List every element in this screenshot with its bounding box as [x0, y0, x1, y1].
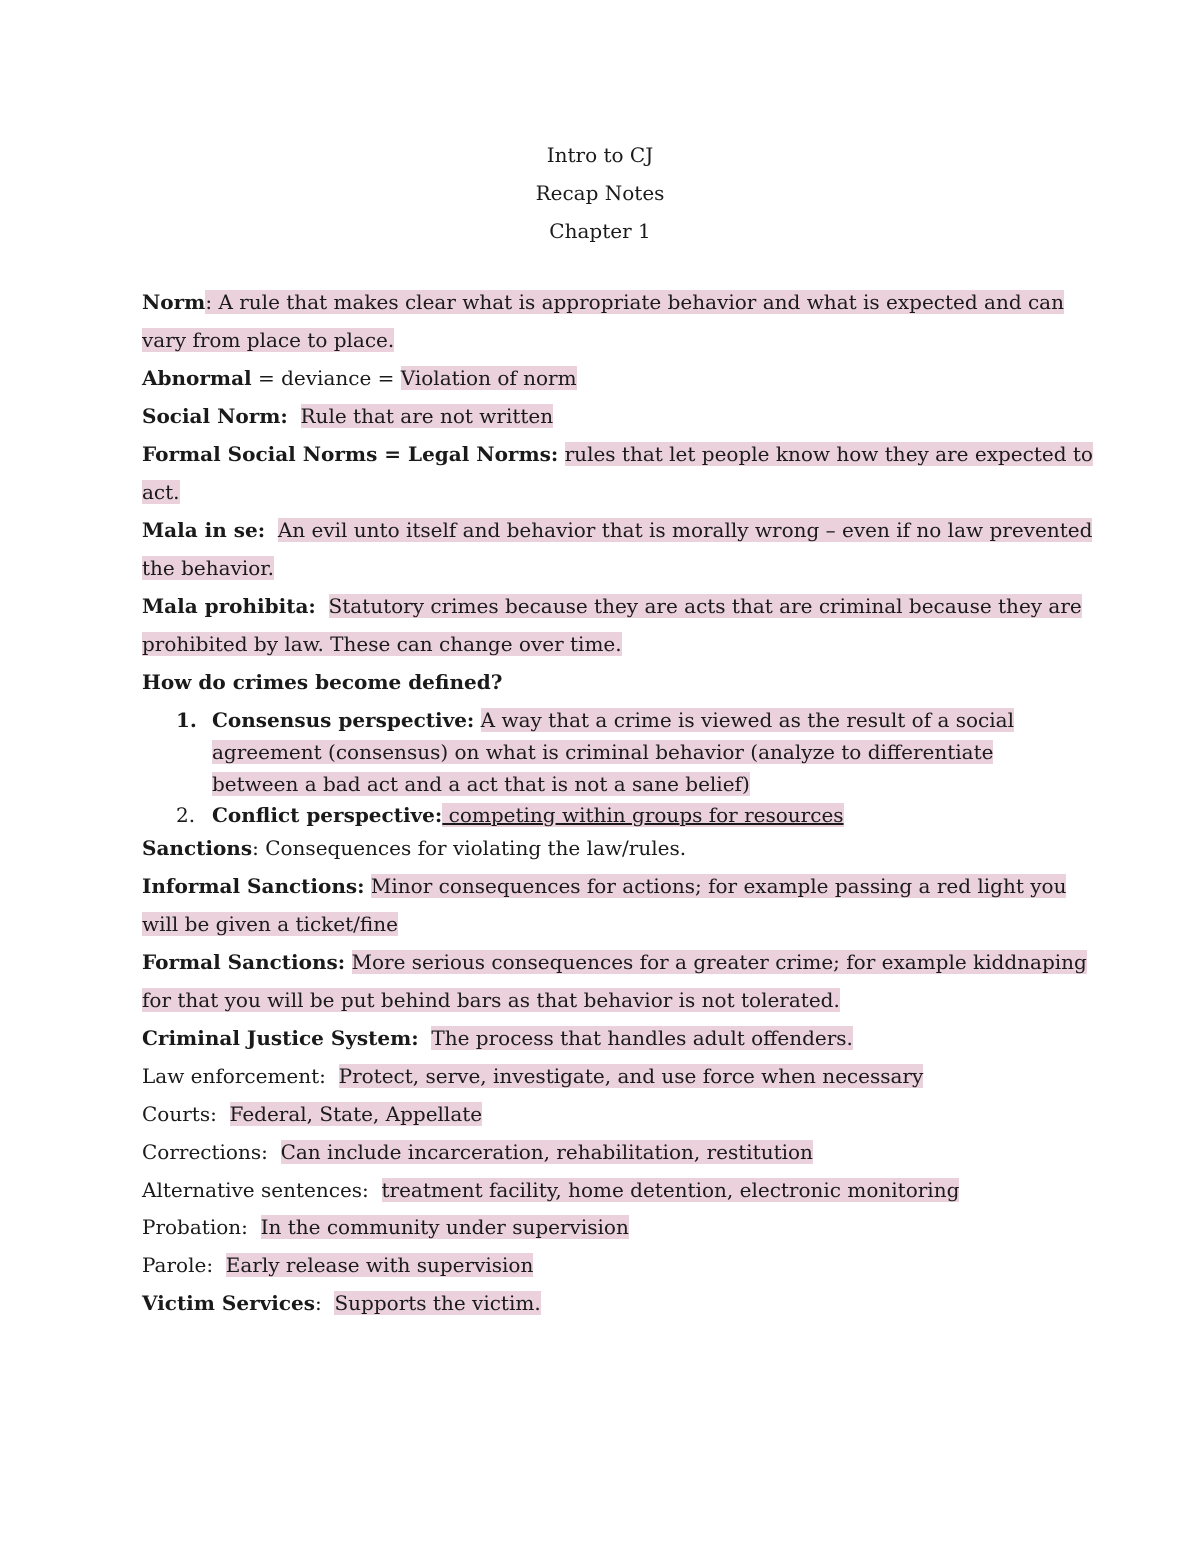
mala-in-se-term: Mala in se:	[142, 518, 266, 542]
abnormal-equation: = deviance =	[251, 366, 401, 390]
formal-social-norms-entry	[142, 441, 1093, 467]
norm-term: Norm	[142, 290, 206, 314]
victim-services-sep: :	[315, 1291, 322, 1315]
formal-sanctions-cont	[142, 987, 840, 1013]
mala-in-se-definition: An evil unto itself and behavior that is morally wrong – even if no law prevented	[277, 518, 1093, 542]
doc-title: Intro to CJ	[546, 143, 654, 167]
cjs-entry	[142, 1025, 853, 1051]
consensus-definition: A way that a crime is viewed as the result of a social	[480, 708, 1014, 732]
abnormal-entry	[142, 365, 577, 391]
doc-subtitle: Recap Notes	[535, 181, 665, 205]
mala-prohibita-definition-cont: prohibited by law. These can change over time.	[142, 632, 622, 656]
sanctions-term: Sanctions	[142, 836, 253, 860]
victim-services-entry	[142, 1290, 541, 1316]
mala-prohibita-definition: Statutory crimes because they are acts that are criminal because they are	[328, 594, 1082, 618]
courts-definition: Federal, State, Appellate	[229, 1102, 483, 1126]
sanctions-definition: : Consequences for violating the law/rules.	[252, 836, 687, 860]
conflict-entry	[212, 802, 844, 828]
mala-in-se-entry	[142, 517, 1092, 543]
formal-sanctions-entry	[142, 949, 1087, 975]
cjs-definition: The process that handles adult offenders.	[431, 1026, 853, 1050]
law-enforcement-entry	[142, 1063, 923, 1089]
courts-label: Courts:	[142, 1102, 217, 1126]
norm-entry-cont	[142, 327, 394, 353]
sanctions-entry	[142, 835, 686, 861]
formal-sanctions-term: Formal Sanctions:	[142, 950, 346, 974]
formal-social-norms-term: Formal Social Norms = Legal Norms:	[142, 442, 559, 466]
corrections-label: Corrections:	[142, 1140, 268, 1164]
alternative-sentences-definition: treatment facility, home detention, electronic monitoring	[381, 1178, 960, 1202]
alternative-sentences-entry	[142, 1177, 959, 1203]
law-enforcement-definition: Protect, serve, investigate, and use force when necessary	[338, 1064, 924, 1088]
norm-entry	[142, 289, 1064, 315]
probation-definition: In the community under supervision	[260, 1215, 629, 1239]
conflict-definition: competing within groups for resources	[442, 803, 844, 827]
mala-in-se-definition-cont: the behavior.	[142, 556, 275, 580]
informal-sanctions-definition: Minor consequences for actions; for example passing a red light you	[370, 874, 1067, 898]
formal-social-norms-definition: rules that let people know how they are expected to	[564, 442, 1093, 466]
norm-definition-cont: vary from place to place.	[142, 328, 395, 352]
parole-entry	[142, 1252, 533, 1278]
norm-definition: A rule that makes clear what is appropriate behavior and what is expected and can	[218, 290, 1064, 314]
informal-sanctions-definition-cont: will be given a ticket/fine	[142, 912, 398, 936]
social-norm-term: Social Norm:	[142, 404, 288, 428]
courts-entry	[142, 1101, 482, 1127]
informal-sanctions-term: Informal Sanctions:	[142, 874, 365, 898]
consensus-entry	[212, 707, 1014, 733]
consensus-definition-cont-1: agreement (consensus) on what is criminal behavior (analyze to differentiate	[212, 740, 994, 764]
formal-sanctions-definition-cont: for that you will be put behind bars as that behavior is not tolerated.	[142, 988, 840, 1012]
consensus-cont-1	[212, 739, 993, 765]
law-enforcement-label: Law enforcement:	[142, 1064, 326, 1088]
probation-label: Probation:	[142, 1215, 248, 1239]
abnormal-definition: Violation of norm	[400, 366, 577, 390]
corrections-entry	[142, 1139, 813, 1165]
parole-definition: Early release with supervision	[225, 1253, 534, 1277]
victim-services-term: Victim Services	[142, 1291, 315, 1315]
social-norm-entry	[142, 403, 553, 429]
alternative-sentences-label: Alternative sentences:	[142, 1178, 369, 1202]
social-norm-definition: Rule that are not written	[300, 404, 554, 428]
parole-label: Parole:	[142, 1253, 214, 1277]
probation-entry	[142, 1214, 629, 1240]
list-number-2: 2.	[176, 803, 196, 827]
mala-prohibita-entry	[142, 593, 1082, 619]
formal-social-norms-cont	[142, 479, 180, 505]
victim-services-definition: Supports the victim.	[334, 1291, 541, 1315]
consensus-term: Consensus perspective:	[212, 708, 475, 732]
informal-sanctions-cont	[142, 911, 398, 937]
cjs-term: Criminal Justice System:	[142, 1026, 419, 1050]
conflict-term: Conflict perspective:	[212, 803, 443, 827]
informal-sanctions-entry	[142, 873, 1066, 899]
formal-sanctions-definition: More serious consequences for a greater crime; for example kiddnaping	[351, 950, 1087, 974]
abnormal-term: Abnormal	[142, 366, 252, 390]
mala-prohibita-term: Mala prohibita:	[142, 594, 316, 618]
mala-prohibita-cont	[142, 631, 622, 657]
mala-in-se-cont	[142, 555, 274, 581]
consensus-cont-2	[212, 771, 750, 797]
crimes-defined-heading: How do crimes become defined?	[142, 670, 503, 694]
doc-chapter: Chapter 1	[549, 219, 651, 243]
formal-social-norms-definition-cont: act.	[142, 480, 180, 504]
consensus-definition-cont-2: between a bad act and a act that is not a sane belief)	[212, 772, 750, 796]
corrections-definition: Can include incarceration, rehabilitation, restitution	[280, 1140, 813, 1164]
list-number-1: 1.	[176, 708, 197, 732]
norm-sep: :	[205, 290, 219, 314]
